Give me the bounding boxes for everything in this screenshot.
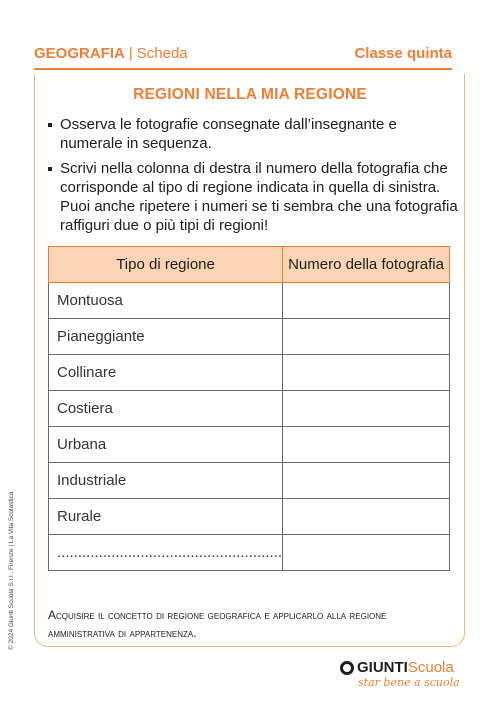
logo-brand-scuola: Scuola <box>407 659 454 676</box>
table-row <box>49 463 450 499</box>
region-table <box>48 246 450 571</box>
table-header-row <box>49 247 450 283</box>
region-cell: Collinare <box>49 355 283 391</box>
subject-label: GEOGRAFIA <box>34 45 125 62</box>
logo-tagline: star bene a scuola <box>358 676 460 689</box>
region-cell: Montuosa <box>49 283 283 319</box>
header-divider <box>34 68 452 70</box>
header-separator: | <box>128 45 133 62</box>
photo-number-cell[interactable] <box>283 319 450 355</box>
instructions-list <box>48 115 458 241</box>
photo-number-cell[interactable] <box>283 355 450 391</box>
photo-number-cell[interactable] <box>283 283 450 319</box>
photo-number-cell[interactable] <box>283 535 450 571</box>
photo-number-cell[interactable] <box>283 427 450 463</box>
table-row <box>49 427 450 463</box>
header-region-type: Tipo di regione <box>49 247 283 283</box>
table-row <box>49 319 450 355</box>
region-cell: Industriale <box>49 463 283 499</box>
sheet-type: Scheda <box>136 45 188 62</box>
region-cell: Rurale <box>49 499 283 535</box>
photo-number-cell[interactable] <box>283 499 450 535</box>
giunti-logo <box>340 659 460 689</box>
logo-brand-name: GIUNTI <box>357 659 408 676</box>
photo-number-cell[interactable] <box>283 463 450 499</box>
class-label: Classe quinta <box>354 45 452 62</box>
instruction-item: Scrivi nella colonna di destra il numero della fotografia che corrisponde al tipo di regione indicata in quella di sinistra. Puoi anche ripetere i numeri se ti sembra che una fotografia raffiguri due o più tipi di regioni! <box>48 159 458 235</box>
table-row <box>49 391 450 427</box>
header-subject <box>34 45 188 62</box>
photo-number-cell[interactable] <box>283 391 450 427</box>
header-photo-number: Numero della fotografia <box>283 247 450 283</box>
region-cell: Costiera <box>49 391 283 427</box>
logo-brand <box>340 659 460 676</box>
learning-objective: Acquisire il concetto di regione geografica e applicarlo alla regione amministrativa di appartenenza. <box>48 608 387 640</box>
table-row <box>49 499 450 535</box>
region-blank-cell[interactable]: ...................................................... <box>49 535 283 571</box>
logo-g-icon <box>340 661 354 675</box>
page-title: REGIONI NELLA MIA REGIONE <box>133 86 367 103</box>
copyright-text: © 2024 Giunti Scuola S.r.l., Firenze | La Vita Scolastica <box>8 491 15 650</box>
instruction-item: Osserva le fotografie consegnate dall’insegnante e numerale in sequenza. <box>48 115 458 153</box>
region-cell: Pianeggiante <box>49 319 283 355</box>
table-row <box>49 535 450 571</box>
region-cell: Urbana <box>49 427 283 463</box>
table-row <box>49 283 450 319</box>
table-row <box>49 355 450 391</box>
